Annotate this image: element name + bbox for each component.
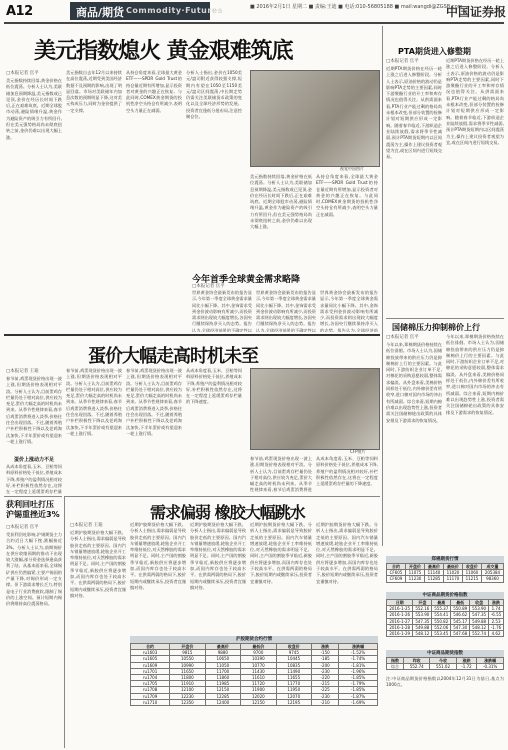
table-cell: 11230 xyxy=(405,576,424,582)
table-cell: 205384 xyxy=(481,570,503,576)
table-cell: 2.53 xyxy=(489,618,504,624)
table-cell: 555.37 xyxy=(432,606,451,612)
table-cell: 10650 xyxy=(205,656,240,662)
table-cell: 553.90 xyxy=(470,606,489,612)
table-cell: 547.68 xyxy=(451,630,470,636)
table-cell: -1.76 xyxy=(489,624,504,630)
table-cell: -1.52% xyxy=(339,650,378,656)
table-cell: -225 xyxy=(312,687,339,693)
egg-col1: 春节前,鸡蛋现货价格出现一波上涨,但期货价格表现相对平淡。分析人士认为,目前蛋鸡存栏量仍处于相对高位,供应较为充足,蛋价大幅走高的时机尚未到来。从季节性规律来看,春节后鸡蛋消费将进入淡季,价格往往会出现回落。不过,随着养殖户补栏积极性下降以及老鸡淘汰加快,下半年蛋价或有望迎来一轮上涨行情。 xyxy=(6,376,62,444)
table-cell: -230 xyxy=(312,668,339,674)
article1-col2: 美元指数自去年12月以来持续在高位震荡,近期受到美国经济数据不及预期的影响,出现了明显回落。市场对美联储年内加息次数的预期明显下降,这对美元构成压力,同时为金价提供了一定支撑。 xyxy=(66,70,122,113)
table-cell: 11285 xyxy=(424,576,443,582)
section-name: 商品/期货 xyxy=(76,6,125,19)
table-cell: 553.45 xyxy=(432,630,451,636)
table-cell: 98360 xyxy=(481,576,503,582)
pta-byline: □本报记者 官平 xyxy=(386,59,419,64)
table-cell: -6.55 xyxy=(489,612,504,618)
gold-photo xyxy=(250,70,380,167)
article1-col1: 美元指数持续回落,黄金价格在低位震荡。分析人士认为,美联储加息预期降温,美元指数或已见顶,金价在经历长时间下跌后,正在艰难筑底。近期全球股市动荡,避险情绪升温,黄金作为避险资产的吸引力有所回升,但在美元强势格局尚未彻底扭转之前,金价仍难以出现大幅上涨。 xyxy=(6,78,62,140)
table-cell: 11075 xyxy=(405,570,424,576)
egg-col6: 从成本角度看,玉米、豆粕等饲料原料价格处于低位,养殖成本下降,养殖户的盈利情况相对较好,补栏积极性依然存在,这将在一定程度上延缓蛋鸡存栏量的下降速度。 xyxy=(316,456,378,487)
table-cell: 11655 xyxy=(276,674,311,680)
table-header-cell: 昨收 xyxy=(404,658,430,664)
section-name-en: Commodity·Futures xyxy=(126,6,223,15)
table-header-cell: 日期 xyxy=(387,600,413,606)
table-cell: -0.31% xyxy=(477,664,504,670)
tin-divider xyxy=(64,496,65,748)
rubber-table-title: 沪胶期货合约行情 xyxy=(130,636,378,643)
cotton-byline: □本报记者 官平 xyxy=(386,335,419,340)
table-cell: -1.85% xyxy=(339,674,378,680)
egg-col5: 春节前,鸡蛋现货价格出现一波上涨,但期货价格表现相对平淡。分析人士认为,目前蛋鸡存栏量仍处于相对高位,供应较为充足,蛋价大幅走高的时机尚未到来。从季节性规律来看,春节后鸡蛋消费将进 xyxy=(250,456,312,493)
table-cell: ru1701 xyxy=(131,668,170,674)
table-cell: 10990 xyxy=(170,662,205,668)
table-cell: 11900 xyxy=(241,687,276,693)
table-cell: 11020 xyxy=(443,570,462,576)
table-cell: 12400 xyxy=(205,699,240,705)
table-cell: 11910 xyxy=(170,681,205,687)
rubber-col1: 近期沪胶期货价格大幅下跌。分析人士指出,需求偏弱是导致胶价走低的主要原因。国内汽车销量增速放缓,轮胎企业开工率维持低位,对天然橡胶的需求明显不足。同时,主产国的割胶季节临近,新胶供应将逐步增加,而国内库存也处于较高水平。在供需两弱的格局下,胶价短期内或继续承压,投资者宜谨慎对待。 xyxy=(70,530,126,598)
rubber-headline: 需求偏弱 橡胶大幅跳水 xyxy=(150,503,305,522)
table-cell: ru1603 xyxy=(131,650,170,656)
box-byline: □本报记者 官平 xyxy=(192,284,225,289)
table-cell: -230 xyxy=(312,693,339,699)
table-cell: -1.96% xyxy=(339,668,378,674)
table-row xyxy=(387,630,504,636)
article1-col3: 从持仓角度来看,全球最大黄金ETF——SPDR Gold Trust的持仓量近期有所增加,显示投资者对黄金的兴趣正在恢复。与此同时,COMEX黄金期货的投机性净空头持仓有所减少,表明空头力量正在减弱。 xyxy=(126,70,182,113)
table-cell: 12020 xyxy=(241,693,276,699)
table-header-cell: 收盘价 xyxy=(462,564,481,570)
table-cell: 11860 xyxy=(205,674,240,680)
table-cell: 549.88 xyxy=(470,618,489,624)
article1-byline: □本报记者 官平 xyxy=(6,71,39,76)
index-footnote: 注:中证商品期货价格指数以2004年12月31日为基日,基点为1000点。 xyxy=(386,676,504,688)
section-banner xyxy=(70,2,223,20)
tin-headline: 获利回吐打压 沪锡重挫近3% xyxy=(6,500,60,519)
egg-headline: 蛋价大幅走高时机未至 xyxy=(88,346,258,367)
table-cell: 2016-1-26 xyxy=(387,612,413,618)
table-cell: 2016-1-28 xyxy=(387,624,413,630)
cotton-headline: 国储棉压力抑制棉价上行 xyxy=(392,323,480,332)
cotton-col1: 今年以来,郑棉期货价格持续在低位徘徊。市场人士认为,国储棉投放带来的供应压力仍是抑制棉价上行的主要因素。与此同时,下游纺织企业订单不足,对棉花的采购意愿较弱,整体需求偏淡。从外盘来看,美棉价格同样处于低位,内外棉价差有所收窄,进口棉对国内市场的冲击有所减弱。综合来看,短期内棉价难以出现趋势性上涨,投资者需关注国储棉轮出政策的具体安排及下游需求的恢复情况。 xyxy=(386,342,442,423)
table-cell: 554.41 xyxy=(432,612,451,618)
rubber-byline: □本报记者 王迪 xyxy=(70,523,103,528)
article1-col5: 美元指数持续回落,黄金价格在低位震荡。分析人士认为,美联储加息预期降温,美元指数或已见顶,金价在经历长时间下跌后,正在艰难筑底。近期全球股市动荡,避险情绪升温,黄金作为避险资产的吸引力有所回升,但在美元强势格局尚未彻底扭转之前,金价仍难以出现大幅上涨。 xyxy=(250,174,312,230)
table-row xyxy=(387,576,504,582)
table-header-cell: 最低价 xyxy=(443,564,462,570)
cotton-table-title: 郑棉期货行情 xyxy=(386,556,504,563)
table-cell: -1.74% xyxy=(339,656,378,662)
rubber-col4: 近期沪胶期货价格大幅下跌。分析人士指出,需求偏弱是导致胶价走低的主要原因。国内汽车销量增速放缓,轮胎企业开工率维持低位,对天然橡胶的需求明显不足。同时,主产国的割胶季节临近,新胶供应将逐步增加,而国内库存也处于较高水平。在供需两弱的格局下,胶价短期内或继续承压,投资者宜谨慎对待。 xyxy=(250,522,312,584)
article1-col6: 从持仓角度来看,全球最大黄金ETF——SPDR Gold Trust的持仓量近期有所增加,显示投资者对黄金的兴趣正在恢复。与此同时,COMEX黄金期货的投机性净空头持仓有所减少,表明空头力量正在减弱。 xyxy=(316,174,378,217)
index2-table xyxy=(386,657,504,670)
table-header-cell: 涨跌 xyxy=(489,600,504,606)
table-cell: 10835 xyxy=(276,662,311,668)
table-cell: 11950 xyxy=(276,687,311,693)
table-header-cell: 合约 xyxy=(131,644,170,650)
table-cell: 11720 xyxy=(241,681,276,687)
rubber-table-block xyxy=(130,636,378,706)
table-cell: 12100 xyxy=(170,687,205,693)
table-cell: 547.35 xyxy=(413,618,432,624)
page-code: A12 xyxy=(6,4,33,19)
table-cell: 11490 xyxy=(276,668,311,674)
egg-col3: 春节前,鸡蛋现货价格出现一波上涨,但期货价格表现相对平淡。分析人士认为,目前蛋鸡存栏量仍处于相对高位,供应较为充足,蛋价大幅走高的时机尚未到来。从季节性规律来看,春节后鸡蛋消费将进入淡季,价格往往会出现回落。不过,随着养殖户补栏积极性下降以及老鸡淘汰加快,下半年蛋价或有望迎来一轮上涨行情。 xyxy=(126,368,182,436)
table-cell: 552.06 xyxy=(432,624,451,630)
table-cell: -210 xyxy=(312,699,339,705)
rubber-table xyxy=(130,643,378,706)
header-rule xyxy=(4,22,504,24)
table-cell: 12350 xyxy=(170,699,205,705)
table-header-cell: 开盘价 xyxy=(405,564,424,570)
table-cell: 548.12 xyxy=(413,630,432,636)
table-cell: 11700 xyxy=(205,668,240,674)
table-cell: 11430 xyxy=(241,668,276,674)
table-header-cell: 最高 xyxy=(432,600,451,606)
table-cell: 546.62 xyxy=(451,612,470,618)
tin-byline: □本报记者 官平 xyxy=(6,525,39,530)
column-divider xyxy=(382,26,383,546)
table-cell: 11650 xyxy=(170,668,205,674)
cotton-table-block xyxy=(386,556,504,583)
table-cell: -200 xyxy=(312,662,339,668)
table-row xyxy=(387,664,504,670)
box-headline: 今年首季全球黄金需求略降 xyxy=(192,275,301,285)
table-cell: ru1609 xyxy=(131,662,170,668)
table-cell: 9700 xyxy=(241,650,276,656)
table-header-cell: 涨跌 xyxy=(312,644,339,650)
photo1-caption: 视觉中国图片 xyxy=(340,166,364,171)
table-header-cell: 最低 xyxy=(451,600,470,606)
table-cell: -1.85% xyxy=(339,687,378,693)
table-cell: 545.17 xyxy=(451,618,470,624)
box-col1: 世界黄金协会最新发布的报告显示,今年第一季度全球黄金需求量同比小幅下降。其中,金饰需求受到金价波动影响有所减少,而投资需求则出现较大幅度增长,各国央行继续保持净买入的态势。报告认为,全球经济前景的不确定性以 xyxy=(192,290,252,332)
mid-rule xyxy=(64,496,380,497)
table-cell: ru1710 xyxy=(131,699,170,705)
rubber-col2: 近期沪胶期货价格大幅下跌。分析人士指出,需求偏弱是导致胶价走低的主要原因。国内汽车销量增速放缓,轮胎企业开工率维持低位,对天然橡胶的需求明显不足。同时,主产国的割胶季节临近,新胶供应将逐步增加,而国内库存也处于较高水平。在供需两弱的格局下,胶价短期内或继续承压,投资者宜谨慎对待。 xyxy=(130,522,186,590)
table-cell: 550.89 xyxy=(451,606,470,612)
page-meta: ■ 2016年2月1日 星期二 ■ 责编:王迪 ■ 电话:010-56805188 ■ mail:wangdi@ZGSB.com xyxy=(250,4,463,10)
table-cell: 1.74 xyxy=(489,606,504,612)
table-cell: 547.35 xyxy=(470,612,489,618)
table-cell: 11610 xyxy=(241,674,276,680)
table-cell: 10550 xyxy=(170,656,205,662)
table-cell: 11770 xyxy=(276,681,311,687)
table-cell: 11215 xyxy=(462,576,481,582)
table-cell: -1.79% xyxy=(339,681,378,687)
cotton-table xyxy=(386,563,504,583)
table-header-cell: 最低价 xyxy=(241,644,276,650)
egg-col2: 春节前,鸡蛋现货价格出现一波上涨,但期货价格表现相对平淡。分析人士认为,目前蛋鸡存栏量仍处于相对高位,供应较为充足,蛋价大幅走高的时机尚未到来。从季节性规律来看,春节后鸡蛋消费将进入淡季,价格往往会出现回落。不过,随着养殖户补栏积极性下降以及老鸡淘汰加快,下半年蛋价或有望迎来一轮上涨行情。 xyxy=(66,368,122,436)
table-cell: 553.90 xyxy=(413,612,432,618)
table-row xyxy=(387,624,504,630)
table-cell: 11140 xyxy=(424,570,443,576)
table-header-cell: 开盘 xyxy=(413,600,432,606)
cotton-col2: 今年以来,郑棉期货价格持续在低位徘徊。市场人士认为,国储棉投放带来的供应压力仍是抑制棉价上行的主要因素。与此同时,下游纺织企业订单不足,对棉花的采购意愿较弱,整体需求偏淡。从外盘来看,美棉价格同样处于低位,内外棉价差有所收窄,进口棉对国内市场的冲击有所减弱。综合来看,短期内棉价难以出现趋势性上涨,投资者需关注国储棉轮出政策的具体安排及下游需求的恢复情况。 xyxy=(446,334,504,415)
table-row xyxy=(387,612,504,618)
egg-byline: □本报记者 王迪 xyxy=(6,369,39,374)
table-cell: -1.72 xyxy=(456,664,477,670)
table-cell: 9880 xyxy=(205,650,240,656)
table-cell: 9745 xyxy=(276,650,311,656)
table-header-cell: 今收 xyxy=(430,658,456,664)
table-header-cell: 最高价 xyxy=(205,644,240,650)
table-cell: 2016-1-29 xyxy=(387,630,413,636)
table-cell: 548.12 xyxy=(470,624,489,630)
egg-subheading: 蛋价上涨动力不足 xyxy=(13,457,54,463)
table-header-cell: 涨跌 xyxy=(456,658,477,664)
table-cell: 10770 xyxy=(241,662,276,668)
table-header-cell: 收盘价 xyxy=(276,644,311,650)
table-cell: ru1709 xyxy=(131,693,170,699)
newspaper-logo: 中国证券报 xyxy=(446,5,507,19)
table-cell: 12070 xyxy=(276,693,311,699)
table-cell: 12285 xyxy=(205,693,240,699)
section-rule xyxy=(4,334,380,336)
table-row xyxy=(387,618,504,624)
table-cell: 11800 xyxy=(170,674,205,680)
table-cell: 11050 xyxy=(205,662,240,668)
pta-col2: 近期PTA期货价格在经历一轮上涨之后进入修整阶段。分析人士表示,原油价格的波动仍是影响PTA走势的主要因素,同时下游聚酯行业的开工率和库存情况也值得关注。从供需面来看,PTA行业产能过剩的格局尚未根本改变,但部分装置的检修计划对短期供应形成一定影响。随着春节临近,下游织造企业陆续放假,需求将季节性减弱,预计PTA期货短期内以区间震荡为主,操作上建议投资者观望为宜,或在区间内进行短线交易。 xyxy=(446,58,504,145)
table-cell: -1.87% xyxy=(339,693,378,699)
table-cell: 552.74 xyxy=(404,664,430,670)
tin-rule xyxy=(4,496,62,497)
rubber-col3: 近期沪胶期货价格大幅下跌。分析人士指出,需求偏弱是导致胶价走低的主要原因。国内汽车销量增速放缓,轮胎企业开工率维持低位,对天然橡胶的需求明显不足。同时,主产国的割胶季节临近,新胶供应将逐步增加,而国内库存也处于较高水平。在供需两弱的格局下,胶价短期内或继续承压,投资者宜谨慎对待。 xyxy=(190,522,246,590)
table-cell: 11060 xyxy=(462,570,481,576)
index-table-block xyxy=(386,592,504,637)
table-cell: 10390 xyxy=(241,656,276,662)
table-row xyxy=(387,606,504,612)
table-cell: -1.81% xyxy=(339,662,378,668)
index2-table-block xyxy=(386,650,504,670)
table-row xyxy=(131,699,378,705)
article1-col4: 分析人士指出,金价在1050美元/盎司附近获得较强支撑,短期内有望在1050至1150美元/盎司区间震荡,中长期走势仍需关注美联储货币政策的变化以及全球经济形势的发展。投资者宜逢低分批布局,注意控制仓位。 xyxy=(186,70,242,120)
table-cell: -215 xyxy=(312,681,339,687)
box-col2: 世界黄金协会最新发布的报告显示,今年第一季度全球黄金需求量同比小幅下降。其中,金饰需求受到金价波动影响有所减少,而投资需求则出现较大幅度增长,各国央行继续保持净买入的态势。报告认为,全球经济前景的不确定性以 xyxy=(256,290,316,332)
table-cell: 10445 xyxy=(276,656,311,662)
table-header-cell: 指数 xyxy=(387,658,404,664)
table-header-cell: 合约 xyxy=(387,564,406,570)
table-cell: 551.02 xyxy=(430,664,456,670)
table-header-cell: 最高价 xyxy=(424,564,443,570)
table-cell: CF605 xyxy=(387,570,406,576)
table-cell: CF609 xyxy=(387,576,406,582)
table-cell: 9815 xyxy=(170,650,205,656)
cotton-rule xyxy=(386,318,504,319)
table-cell: 11170 xyxy=(443,576,462,582)
pta-col1: 近期PTA期货价格在经历一轮上涨之后进入修整阶段。分析人士表示,原油价格的波动仍是影响PTA走势的主要因素,同时下游聚酯行业的开工率和库存情况也值得关注。从供需面来看,PTA行业产能过剩的格局尚未根本改变,但部分装置的检修计划对短期供应形成一定影响。随着春节临近,下游织造企业陆续放假,需求将季节性减弱,预计PTA期货短期内以区间震荡为主,操作上建议投资者观望为宜,或在区间内进行短线交易。 xyxy=(386,66,442,160)
table-cell: ru1605 xyxy=(131,656,170,662)
table-cell: ru1705 xyxy=(131,681,170,687)
rubber-photo xyxy=(250,368,380,450)
table-header-cell: 涨跌幅 xyxy=(339,644,378,650)
table-cell: 2016-1-25 xyxy=(387,606,413,612)
index-table-title: 中证商品期货价格指数 xyxy=(386,592,504,599)
table-cell: 4.62 xyxy=(489,630,504,636)
table-cell: 12150 xyxy=(205,687,240,693)
table-cell: -185 xyxy=(312,656,339,662)
table-cell: 2016-1-27 xyxy=(387,618,413,624)
table-cell: ru1704 xyxy=(131,674,170,680)
table-cell: -1.69% xyxy=(339,699,378,705)
table-cell: 552.74 xyxy=(470,630,489,636)
table-cell: -220 xyxy=(312,674,339,680)
table-cell: ru1708 xyxy=(131,687,170,693)
table-cell: 550.82 xyxy=(432,618,451,624)
tin-text: 受获利回吐影响,沪锡期货主力合约近日大幅下挫,跌幅接近3%。分析人士认为,前期锡价在供应收缩预期的推动下出现较大涨幅,部分资金选择逢高获利了结。从基本面来看,全球锡矿供应仍然偏紧,主要产锡国的产量下降,对锡价形成一定支撑。但下游需求增长乏力,特别是电子行业消费疲软,限制了锡价的上涨空间。预计短期内锡价将维持高位震荡格局。 xyxy=(6,532,62,607)
table-cell: 552.16 xyxy=(413,606,432,612)
table-cell: 综合 xyxy=(387,664,404,670)
table-header-cell: 收盘 xyxy=(470,600,489,606)
egg-col1b: 从成本角度看,玉米、豆粕等饲料原料价格处于低位,养殖成本下降,养殖户的盈利情况相对较好,补栏积极性依然存在,这将在一定程度上延缓蛋鸡存栏量 xyxy=(6,464,62,494)
index-table xyxy=(386,599,504,637)
index2-table-title: 中证商品期货指数 xyxy=(386,650,504,657)
egg-col4: 从成本角度看,玉米、豆粕等饲料原料价格处于低位,养殖成本下降,养殖户的盈利情况相对较好,补栏积极性依然存在,这将在一定程度上延缓蛋鸡存栏量的下降速度。 xyxy=(186,368,242,405)
photo2-caption: CFP图片 xyxy=(350,449,366,454)
table-header-cell: 成交量 xyxy=(481,564,503,570)
table-cell: -150 xyxy=(312,650,339,656)
article1-headline: 美元指数熄火 黄金艰难筑底 xyxy=(34,39,293,64)
page-header xyxy=(0,0,508,22)
rubber-col5: 近期沪胶期货价格大幅下跌。分析人士指出,需求偏弱是导致胶价走低的主要原因。国内汽车销量增速放缓,轮胎企业开工率维持低位,对天然橡胶的需求明显不足。同时,主产国的割胶季节临近,新胶供应将逐步增加,而国内库存也处于较高水平。在供需两弱的格局下,胶价短期内或继续承压,投资者宜谨慎对待。 xyxy=(316,522,378,584)
table-header-cell: 开盘价 xyxy=(170,644,205,650)
table-cell: 11985 xyxy=(205,681,240,687)
table-cell: 12150 xyxy=(241,699,276,705)
table-cell: 12195 xyxy=(276,699,311,705)
pta-headline: PTA期货进入修整期 xyxy=(398,47,471,56)
table-cell: 547.30 xyxy=(451,624,470,630)
table-cell: 12230 xyxy=(170,693,205,699)
table-header-cell: 涨跌幅 xyxy=(477,658,504,664)
table-cell: 549.88 xyxy=(413,624,432,630)
box-col3: 世界黄金协会最新发布的报告显示,今年第一季度全球黄金需求量同比小幅下降。其中,金饰需求受到金价波动影响有所减少,而投资需求则出现较大幅度增长,各国央行继续保持净买入的态势。报告认为,全球经济前 xyxy=(320,290,378,332)
